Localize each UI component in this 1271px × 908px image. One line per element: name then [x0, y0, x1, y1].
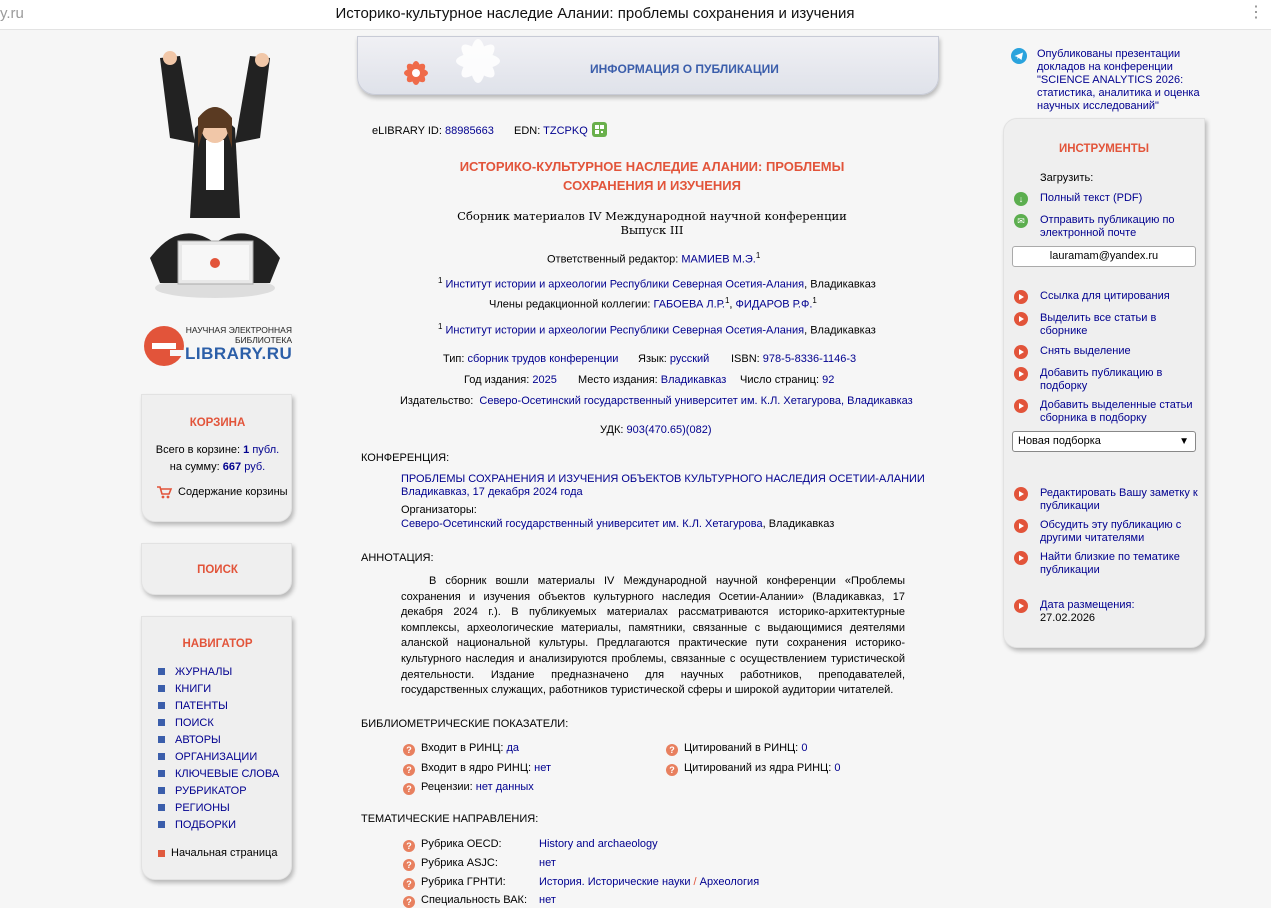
grnti-values: История. Исторические науки / Археология [539, 876, 760, 888]
hero-illustration [140, 48, 290, 303]
bullet-icon [158, 821, 165, 828]
bullet-icon [158, 804, 165, 811]
rinc-core-field: ? Входит в ядро РИНЦ: нет [403, 762, 551, 776]
navigator-panel [141, 616, 292, 880]
affiliation-line-2: $^1$ Институт истории и археологии Республики Северная Осетия-Алания, Владикавказ [438, 322, 876, 337]
arrow-right-icon [1014, 345, 1028, 359]
language-field: Язык: русский [638, 353, 710, 365]
nav-item-search[interactable]: ПОИСК [158, 714, 279, 731]
arrow-right-icon [1014, 551, 1028, 565]
vak-field: ? Специальность ВАК: [403, 894, 527, 908]
annotation-text: В сборник вошли материалы IV Международной научной конференции «Проблемы сохранения и изучения объектов культурного наследия Осетии-Алании» (Владикавказ, 17 декабря 2024 г.). В публикуемых материалах рассматриваются историко-архитектурные комплексы, археологические материалы, памятники, связанные с выдающимися деятелями аланской национальной культуры. Предлагаются практические пути сохранения историко-культурного наследия и анализируются проблемы, связанные с осуществлением туристической деятельности. Издание предназначено для научных работников, преподавателей, государственных служащих, работников туристической сферы и широкой аудитории читателей. [401, 575, 905, 697]
nav-item-authors[interactable]: АВТОРЫ [158, 731, 279, 748]
cart-sum: 667 [222, 461, 242, 473]
more-menu-icon[interactable]: ⋮ [1248, 4, 1265, 21]
logo-subtitle-2: БИБЛИОТЕКА [234, 335, 292, 345]
core-citations-field: ? Цитирований из ядра РИНЦ: 0 [666, 762, 840, 776]
nav-item-collections[interactable]: ПОДБОРКИ [158, 816, 279, 833]
help-icon[interactable]: ? [403, 744, 415, 756]
bullet-icon [158, 736, 165, 743]
navigator-list [158, 663, 279, 833]
rinc-field: ? Входит в РИНЦ: да [403, 742, 519, 756]
oecd-link[interactable]: History and archaeology [539, 838, 658, 850]
conference-link[interactable]: ПРОБЛЕМЫ СОХРАНЕНИЯ И ИЗУЧЕНИЯ ОБЪЕКТОВ КУЛЬТУРНОГО НАСЛЕДИЯ ОСЕТИИ-АЛАНИИ [401, 473, 925, 485]
discuss-link[interactable]: Обсудить эту публикацию с другими читателями [1014, 519, 1190, 545]
select-all-link[interactable]: Выделить все статьи в сборнике [1014, 312, 1185, 338]
telegram-notice[interactable]: Опубликованы презентации докладов на конференции "SCIENCE ANALYTICS 2026: статистика, аналитика и оценка научных исследований" [1011, 48, 1202, 113]
chevron-down-icon: ▼ [1179, 436, 1189, 447]
reviews-field: ? Рецензии: нет данных [403, 781, 534, 795]
organizers-label: Организаторы: [401, 504, 477, 516]
add-selected-link[interactable]: Добавить выделенные статьи сборника в подборку [1014, 399, 1200, 425]
arrow-right-icon [1014, 312, 1028, 326]
publication-subtitle: Сборник материалов IV Международной научной конференции Выпуск III [457, 209, 847, 237]
flower-decoration-icon [386, 41, 506, 96]
browser-title-bar [0, 0, 1271, 30]
help-icon[interactable]: ? [666, 744, 678, 756]
nav-home-link[interactable]: Начальная страница [158, 847, 277, 859]
conference-name: ПРОБЛЕМЫ СОХРАНЕНИЯ И ИЗУЧЕНИЯ ОБЪЕКТОВ КУЛЬТУРНОГО НАСЛЕДИЯ ОСЕТИИ-АЛАНИИ Владикавказ, 17 декабря 2024 года [401, 473, 925, 498]
citations-field: ? Цитирований в РИНЦ: 0 [666, 742, 807, 756]
cart-contents-link[interactable]: Содержание корзины [156, 485, 288, 499]
board-member-link[interactable]: ФИДАРОВ Р.Ф. [735, 298, 813, 311]
navigator-title: НАВИГАТОР [182, 638, 253, 650]
affiliation-link[interactable]: Институт истории и археологии Республики Северная Осетия-Алания [445, 278, 805, 291]
conference-label: КОНФЕРЕНЦИЯ: [361, 452, 450, 464]
edn-line: EDN: TZCPKQ [514, 125, 588, 137]
nav-item-journals[interactable]: ЖУРНАЛЫ [158, 663, 279, 680]
help-icon[interactable]: ? [403, 783, 415, 795]
logo-wordmark: LIBRARY.RU [185, 344, 293, 363]
cart-panel [141, 394, 292, 522]
cart-count[interactable]: 1 [243, 444, 250, 456]
udk-field: УДК: 903(470.65)(082) [600, 424, 712, 436]
email-input[interactable]: lauramam@yandex.ru [1012, 246, 1196, 267]
help-icon[interactable]: ? [403, 840, 415, 852]
edit-note-link[interactable]: Редактировать Вашу заметку к публикации [1014, 487, 1200, 513]
arrow-right-icon [1014, 599, 1028, 613]
cart-title: КОРЗИНА [189, 417, 246, 429]
search-panel[interactable] [141, 543, 292, 595]
grnti-link-history[interactable]: История. Исторические науки [539, 876, 691, 888]
bullet-icon [158, 668, 165, 675]
search-title[interactable]: ПОИСК [197, 564, 238, 576]
publisher-field: Издательство: Северо-Осетинский государственный университет им. К.Л. Хетагурова, Владикавказ [400, 395, 913, 407]
affiliation-line-1: $^1$ Институт истории и археологии Республики Северная Осетия-Алания, Владикавказ [438, 276, 876, 291]
edn-value: TZCPKQ [543, 125, 588, 137]
cart-sum-line: на сумму: 667 руб. [169, 461, 266, 473]
elibrary-logo[interactable] [140, 322, 300, 370]
address-fragment[interactable]: y.ru [0, 5, 24, 22]
logo-subtitle-1: НАУЧНАЯ ЭЛЕКТРОННАЯ [185, 325, 292, 335]
send-email-link[interactable]: ✉ Отправить публикацию по электронной почте [1014, 214, 1190, 240]
shopping-cart-icon [156, 485, 172, 499]
publisher-link[interactable]: Северо-Осетинский государственный университет им. К.Л. Хетагурова, Владикавказ [479, 395, 913, 407]
asjc-field: ? Рубрика ASJC: [403, 857, 498, 871]
board-member-link[interactable]: ГАБОЕВА Л.Р. [653, 298, 725, 311]
bullet-icon [158, 787, 165, 794]
mail-icon: ✉ [1014, 214, 1028, 228]
asjc-value: нет [539, 857, 556, 869]
oecd-field: ? Рубрика OECD: [403, 838, 502, 852]
help-icon[interactable]: ? [403, 859, 415, 871]
nav-item-keywords[interactable]: КЛЮЧЕВЫЕ СЛОВА [158, 765, 279, 782]
qr-code-icon[interactable] [592, 122, 607, 137]
bullet-icon [158, 719, 165, 726]
nav-item-regions[interactable]: РЕГИОНЫ [158, 799, 279, 816]
bullet-icon [158, 850, 165, 857]
nav-item-books[interactable]: КНИГИ [158, 680, 279, 697]
bullet-icon [158, 753, 165, 760]
similar-link[interactable]: Найти близкие по тематике публикации [1014, 551, 1200, 577]
isbn-field: ISBN: 978-5-8336-1146-3 [731, 353, 857, 365]
placement-date: Дата размещения: 27.02.2026 [1014, 599, 1135, 625]
pages-field: Число страниц: 92 [740, 374, 835, 386]
add-to-collection-link[interactable]: Добавить публикацию в подборку [1014, 367, 1185, 393]
bullet-icon [158, 685, 165, 692]
publication-info-header [357, 36, 939, 95]
help-icon[interactable]: ? [403, 896, 415, 908]
tools-title: ИНСТРУМЕНТЫ [1058, 143, 1150, 155]
collection-select[interactable]: Новая подборка ▼ [1012, 431, 1196, 452]
nav-item-patents[interactable]: ПАТЕНТЫ [158, 697, 279, 714]
help-icon[interactable]: ? [403, 878, 415, 890]
help-icon[interactable]: ? [403, 764, 415, 776]
help-icon[interactable]: ? [666, 764, 678, 776]
arrow-right-icon [1014, 519, 1028, 533]
grnti-field: ? Рубрика ГРНТИ: [403, 876, 506, 890]
publication-title: ИСТОРИКО-КУЛЬТУРНОЕ НАСЛЕДИЕ АЛАНИИ: ПРОБЛЕМЫ СОХРАНЕНИЯ И ИЗУЧЕНИЯ [459, 159, 845, 193]
citation-link[interactable]: Ссылка для цитирования [1014, 290, 1170, 304]
organizers-line: Северо-Осетинский государственный университет им. К.Л. Хетагурова, Владикавказ [401, 518, 835, 530]
place-field: Место издания: Владикавказ [578, 374, 727, 386]
download-label: Загрузить: [1040, 172, 1094, 184]
window-title: Историко-культурное наследие Алании: проблемы сохранения и изучения [335, 5, 855, 22]
nav-item-rubricator[interactable]: РУБРИКАТОР [158, 782, 279, 799]
bibliometrics-label: БИБЛИОМЕТРИЧЕСКИЕ ПОКАЗАТЕЛИ: [361, 718, 569, 730]
elibrary-id-line: eLIBRARY ID: 88985663 [372, 125, 494, 137]
vak-value: нет [539, 894, 556, 906]
cart-count-line: Всего в корзине: 1 публ. [155, 444, 280, 456]
fulltext-pdf-link[interactable]: ↓ Полный текст (PDF) [1014, 192, 1142, 206]
editor-link[interactable]: МАМИЕВ М.Э. [681, 253, 756, 266]
deselect-link[interactable]: Снять выделение [1014, 345, 1131, 359]
board-line: Члены редакционной коллегии: ГАБОЕВА Л.Р.$^1$, ФИДАРОВ Р.Ф.$^1$ [489, 296, 817, 311]
type-field: Тип: сборник трудов конференции [443, 353, 619, 365]
nav-item-organizations[interactable]: ОРГАНИЗАЦИИ [158, 748, 279, 765]
year-field: Год издания: 2025 [464, 374, 557, 386]
arrow-right-icon [1014, 487, 1028, 501]
annotation-label: АННОТАЦИЯ: [361, 552, 434, 564]
download-icon: ↓ [1014, 192, 1028, 206]
arrow-right-icon [1014, 399, 1028, 413]
grnti-link-archaeology[interactable]: Археология [699, 876, 760, 888]
thematic-label: ТЕМАТИЧЕСКИЕ НАПРАВЛЕНИЯ: [361, 813, 539, 825]
telegram-icon [1011, 48, 1027, 64]
header-title: ИНФОРМАЦИЯ О ПУБЛИКАЦИИ [590, 62, 779, 76]
bullet-icon [158, 702, 165, 709]
affiliation-link[interactable]: Институт истории и археологии Республики Северная Осетия-Алания [445, 324, 805, 337]
organizer-link[interactable]: Северо-Осетинский государственный университет им. К.Л. Хетагурова [401, 518, 763, 530]
arrow-right-icon [1014, 290, 1028, 304]
logo-e-icon [142, 324, 186, 368]
elibrary-id: 88985663 [444, 125, 494, 137]
arrow-right-icon [1014, 367, 1028, 381]
bullet-icon [158, 770, 165, 777]
editor-line: Ответственный редактор: МАМИЕВ М.Э.$^1$ [547, 251, 761, 266]
